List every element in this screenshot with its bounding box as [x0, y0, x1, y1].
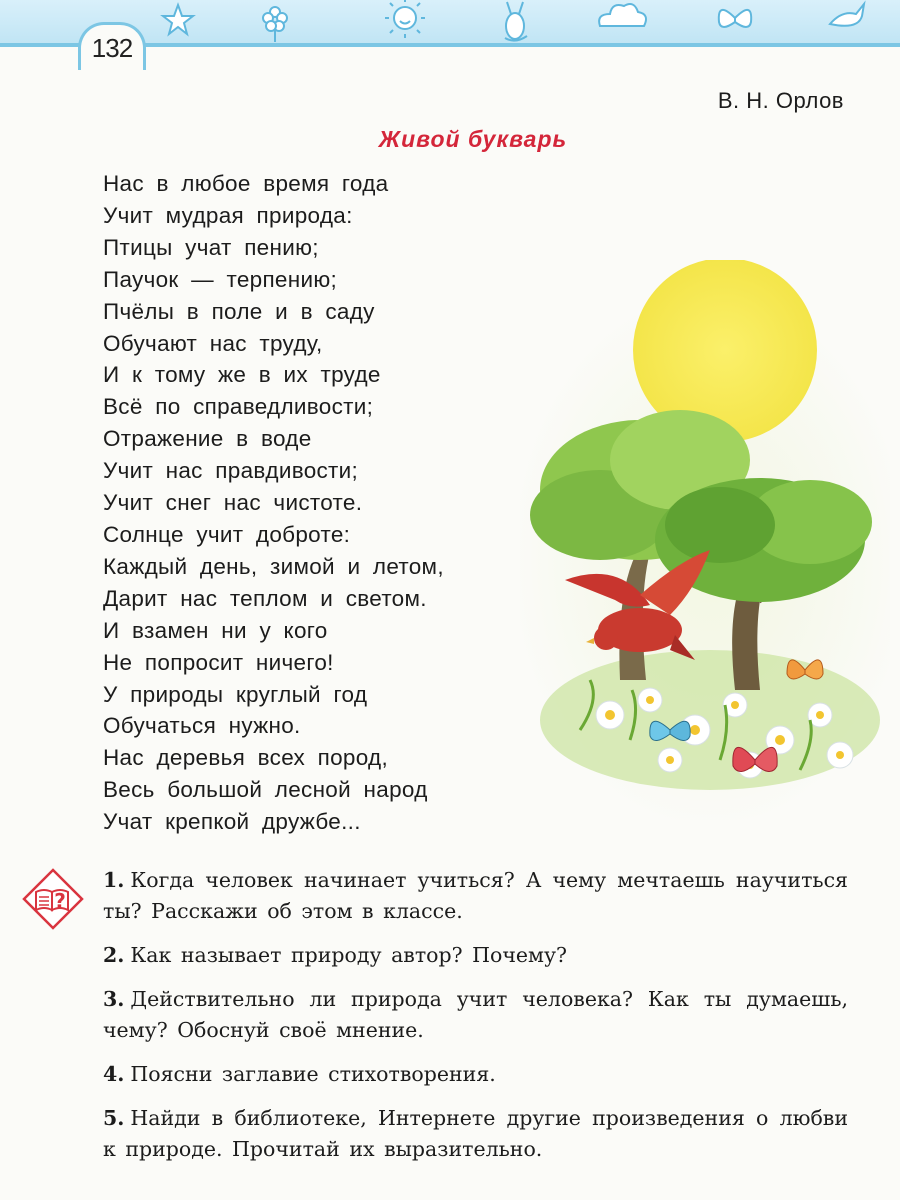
poem-line: Весь большой лесной народ	[103, 777, 428, 803]
question-text: Когда человек начинает учиться? А чему мечтаешь научиться ты? Расскажи об этом в классе.	[103, 868, 848, 923]
poem-line: Нас в любое время года	[103, 171, 389, 196]
question-text: Как называет природу автор? Почему?	[130, 943, 568, 967]
poem-line: Солнце учит доброте:	[103, 521, 351, 547]
poem-line: Птицы учат пению;	[103, 234, 319, 260]
question-number: 1.	[103, 868, 125, 892]
poem-line: Не попросит ничего!	[103, 649, 334, 675]
question-item	[103, 1059, 848, 1090]
poem-line: Отражение в воде	[103, 426, 312, 452]
question-number: 3.	[103, 987, 125, 1011]
question-item	[103, 1103, 848, 1165]
poem-line: И взамен ни у кого	[103, 617, 328, 643]
question-item	[103, 940, 848, 971]
question-text: Действительно ли природа учит человека? Как ты думаешь, чему? Обоснуй своё мнение.	[103, 987, 848, 1042]
poem-line: Нас деревья всех пород,	[103, 745, 389, 771]
poem-title: Живой букварь	[378, 126, 568, 152]
poem-line: Учит снег нас чистоте.	[103, 490, 363, 516]
question-text: Поясни заглавие стихотворения.	[130, 1062, 496, 1086]
question-number: 5.	[103, 1106, 125, 1130]
nature-illustration	[520, 260, 890, 820]
question-number: 4.	[103, 1062, 125, 1086]
poem-line: У природы круглый год	[103, 681, 368, 707]
poem-line: Всё по справедливости;	[103, 394, 374, 420]
poem-line: Учат крепкой дружбе...	[103, 809, 361, 835]
poem-line: Каждый день, зимой и летом,	[103, 553, 444, 579]
author-name: В. Н. Орлов	[717, 88, 844, 113]
question-item	[103, 984, 848, 1046]
poem-line: Обучаться нужно.	[103, 713, 301, 739]
poem-line: Пчёлы в поле и в саду	[103, 298, 375, 324]
question-number: 2.	[103, 943, 125, 967]
page-number: 132	[78, 22, 146, 70]
question-text: Найди в библиотеке, Интернете другие произведения о любви к природе. Прочитай их выразительно.	[103, 1106, 848, 1161]
poem-line: Учит мудрая природа:	[103, 202, 353, 228]
poem-line: Дарит нас теплом и светом.	[103, 585, 427, 611]
poem-line: И к тому же в их труде	[103, 362, 381, 388]
poem-text	[103, 168, 444, 838]
svg-text:?: ?	[54, 889, 66, 913]
questions-list	[103, 865, 848, 1178]
book-question-icon	[22, 868, 84, 930]
poem-line: Паучок — терпению;	[103, 266, 338, 292]
poem-line: Учит нас правдивости;	[103, 458, 359, 484]
poem-line: Обучают нас труду,	[103, 330, 323, 356]
question-item	[103, 865, 848, 927]
